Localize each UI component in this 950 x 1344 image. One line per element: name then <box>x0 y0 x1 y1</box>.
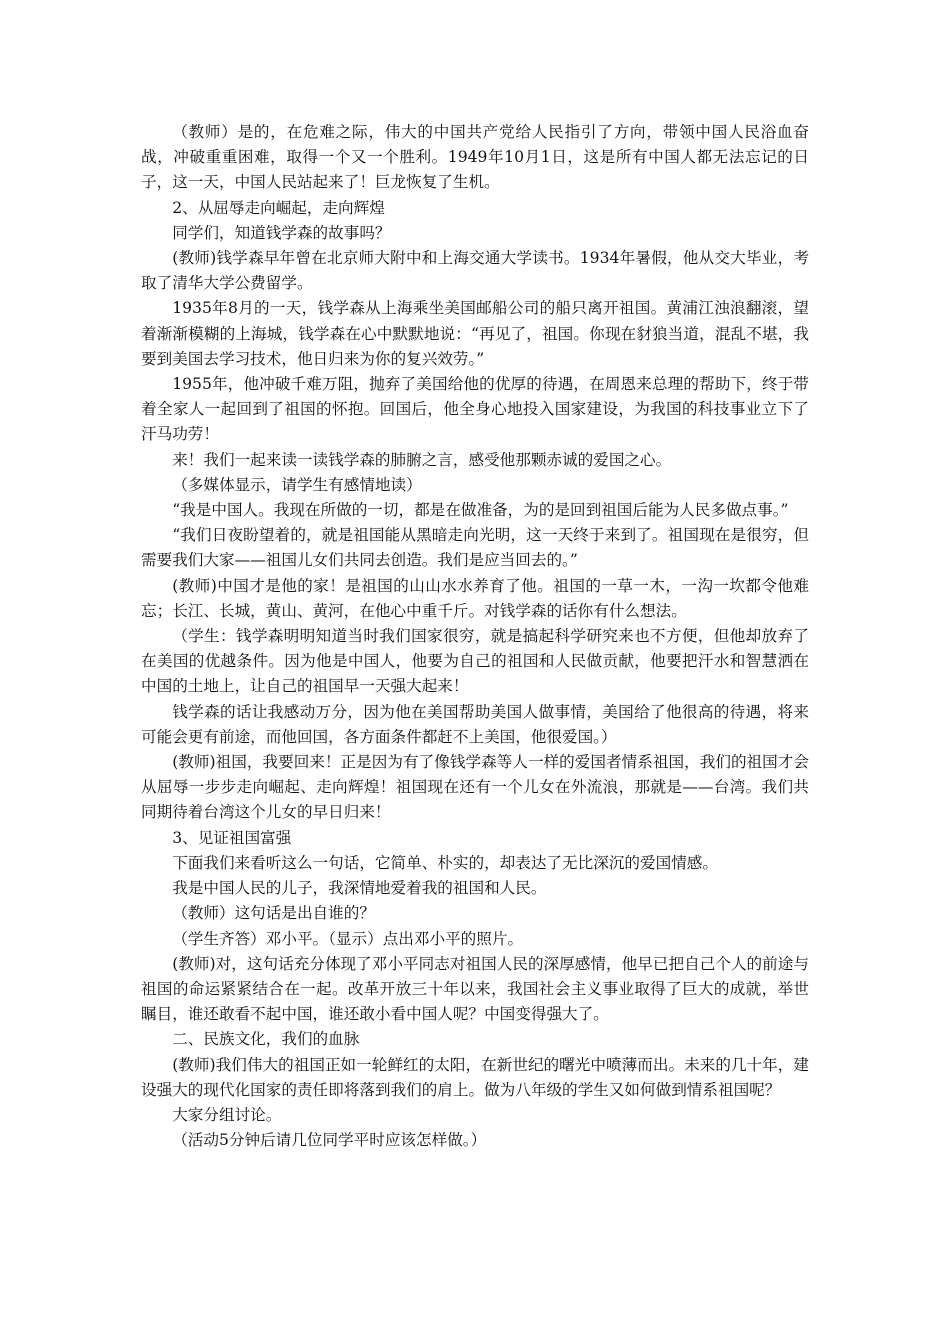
paragraph-group-discussion: 大家分组讨论。 <box>172 1105 282 1124</box>
paragraph-qian-1955: 1955年，他冲破千难万阻，抛弃了美国给他的优厚的待遇，在周恩来总理的帮助下，终于带着全家人一起回到了祖国的怀抱。回国后，他全身心地投入国家建设，为我国的科技事业立下了汗马功劳！ <box>141 375 809 444</box>
paragraph-student-answer: （学生齐答）邓小平。（显示）点出邓小平的照片。 <box>172 929 524 948</box>
paragraph-teacher-new-china: （教师）是的，在危难之际，伟大的中国共产党给人民指引了方向，带领中国人民浴血奋战，冲破重重困难，取得一个又一个胜利。1949年10月1日，这是所有中国人都无法忘记的日子，这一天，中国人民站起来了！巨龙恢复了生机。 <box>141 123 809 192</box>
paragraph-listen: 下面我们来看听这么一句话，它简单、朴实的，却表达了无比深沉的爱国情感。 <box>172 853 718 872</box>
document-body <box>141 120 809 1153</box>
paragraph-qian-1935: 1935年8月的一天，钱学森从上海乘坐美国邮船公司的船只离开祖国。黄浦江浊浪翻滚，望着渐渐模糊的上海城，钱学森在心中默默地说：“再见了，祖国。你现在豺狼当道，混乱不堪，我要到美国去学习技术，他日归来为你的复兴效劳。” <box>141 299 809 368</box>
paragraph-teacher-home: (教师)中国才是他的家！是祖国的山山水水养育了他。祖国的一草一木，一沟一坎都令他难忘；长江、长城，黄山、黄河，在他心中重千斤。对钱学森的话你有什么想法。 <box>141 576 809 620</box>
paragraph-multimedia-note: （多媒体显示，请学生有感情地读） <box>172 475 422 494</box>
paragraph-read-together: 来！我们一起来读一读钱学森的肺腑之言，感受他那颗赤诚的爱国之心。 <box>172 450 672 469</box>
paragraph-student-response-2: 钱学森的话让我感动万分，因为他在美国帮助美国人做事情，美国给了他很高的待遇，将来可能会更有前途，而他回国，各方面条件都赶不上美国，他很爱国。） <box>141 702 809 746</box>
quote-qian-2: “我们日夜盼望着的，就是祖国能从黑暗走向光明，这一天终于来到了。祖国现在是很穷，但需要我们大家——祖国儿女们共同去创造。我们是应当回去的。” <box>141 526 809 570</box>
section-heading-3: 3、见证祖国富强 <box>172 828 292 847</box>
quote-qian-1: “我是中国人。我现在所做的一切，都是在做准备，为的是回到祖国后能为人民多做点事。” <box>172 501 789 520</box>
paragraph-student-response: （学生：钱学森明明知道当时我们国家很穷，就是搞起科学研究来也不方便，但他却放弃了在美国的优越条件。因为他是中国人，他要为自己的祖国和人民做贡献，他要把汗水和智慧洒在中国的土地上，让自己的祖国早一天强大起来！ <box>141 627 809 696</box>
paragraph-teacher-sun: (教师)我们伟大的祖国正如一轮鲜红的太阳，在新世纪的曙光中喷薄而出。未来的几十年，建设强大的现代化国家的责任即将落到我们的肩上。做为八年级的学生又如何做到情系祖国呢？ <box>141 1055 809 1099</box>
paragraph-activity-note: （活动5分钟后请几位同学平时应该怎样做。） <box>172 1131 487 1150</box>
paragraph-teacher-question: （教师）这句话是出自谁的？ <box>172 904 375 923</box>
paragraph-teacher-taiwan: (教师)祖国，我要回来！正是因为有了像钱学森等人一样的爱国者情系祖国，我们的祖国才会从屈辱一步步走向崛起、走向辉煌！祖国现在还有一个儿女在外流浪，那就是——台湾。我们共同期待着台湾这个儿女的早日归来！ <box>141 753 809 822</box>
paragraph-question-qian: 同学们，知道钱学森的故事吗？ <box>172 223 391 242</box>
section-heading-2: 2、从屈辱走向崛起，走向辉煌 <box>172 198 385 217</box>
quote-deng: 我是中国人民的儿子，我深情地爱着我的祖国和人民。 <box>172 879 547 898</box>
paragraph-teacher-deng: (教师)对，这句话充分体现了邓小平同志对祖国人民的深厚感情，他早已把自己个人的前途与祖国的命运紧紧结合在一起。改革开放三十年以来，我国社会主义事业取得了巨大的成就，举世瞩目，谁还敢看不起中国，谁还敢小看中国人呢？中国变得强大了。 <box>141 954 809 1024</box>
section-heading-culture: 二、民族文化，我们的血脉 <box>172 1030 360 1049</box>
paragraph-qian-education: (教师)钱学森早年曾在北京师大附中和上海交通大学读书。1934年暑假，他从交大毕业，考取了清华大学公费留学。 <box>141 249 809 293</box>
